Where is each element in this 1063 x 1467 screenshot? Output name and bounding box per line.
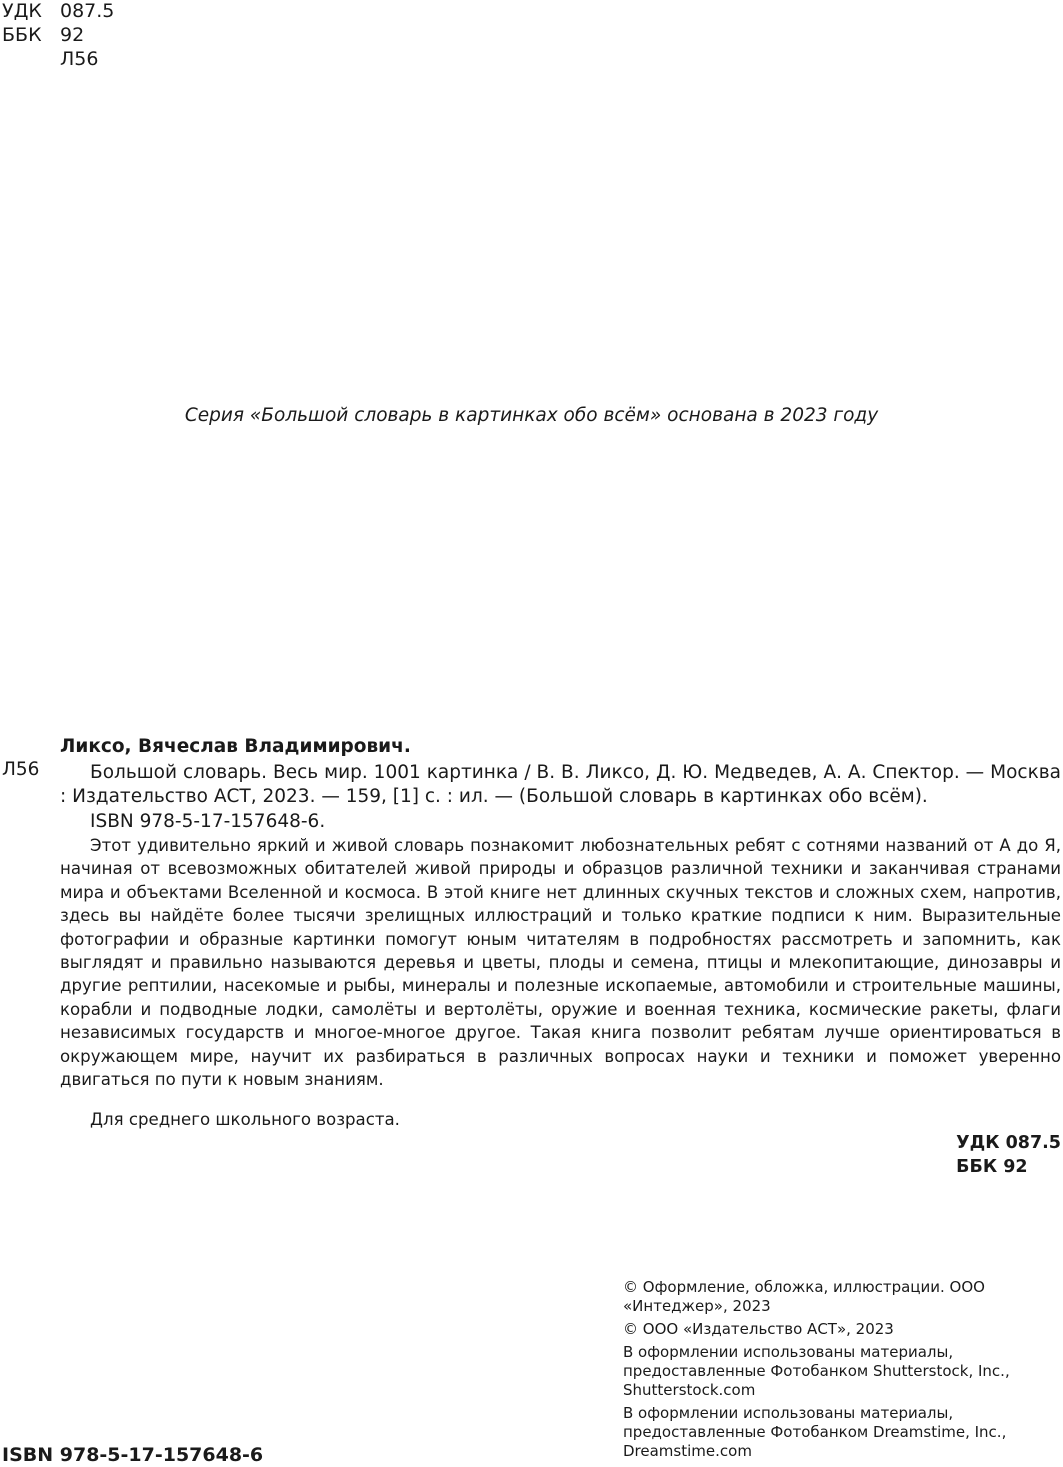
udk-value: 087.5 [60,0,115,22]
author-mark-row [2,48,98,70]
copyright-block [623,1278,1043,1465]
udk-row [2,0,114,22]
copyright-line: В оформлении использованы материалы, предоставленные Фотобанком Dreamstime, Inc., Dreamstime.com [623,1404,1007,1460]
bbk-value: 92 [60,24,85,46]
udk-label: УДК [2,0,42,22]
catalog-mark: Л56 [2,759,40,780]
bbk-label: ББК [2,24,42,46]
author-mark: Л56 [60,48,99,70]
bbk-code: ББК 92 [956,1157,1028,1177]
catalog-author: Ликсо, Вячеслав Владимирович. [60,736,411,757]
catalog-description: Большой словарь. Весь мир. 1001 картинка / В. В. Ликсо, Д. Ю. Медведев, А. А. Спектор. — Москва : Издательство АСТ, 2023. — 159, [1] с. : ил. — (Большой словарь в картинках обо всём). [60,762,1061,807]
catalog-annotation: Этот удивительно яркий и живой словарь познакомит любознательных ребят с сотнями названий от А до Я, начиная от всевозможных обитателей живой природы и образцов различной техники и заканчивая странами мира и объектами Вселенной и космоса. В этой книге нет длинных скучных текстов и сложных схем, напротив, здесь вы найдёте более тысячи зрелищных иллюстраций и только краткие подписи к ним. Выразительные фотографии и образные картинки помогут юным читателям в подробностях рассмотреть и запомнить, как выглядят и правильно называются деревья и цветы, плоды и семена, птицы и млекопитающие, динозавры и другие рептилии, насекомые и рыбы, минералы и полезные ископаемые, автомобили и строительные машины, корабли и подводные лодки, самолёты и вертолёты, оружие и военная техника, космические ракеты, флаги независимых государств и многое-многое другое. Такая книга позволит ребятам лучше ориентироваться в окружающем мире, научит их разбираться в различных вопросах науки и техники и поможет уверенно двигаться по пути к новым знаниям. [60,836,1061,1090]
copyright-line: © Оформление, обложка, иллюстрации. ООО «Интеджер», 2023 [623,1278,985,1315]
udk-code: УДК 087.5 [956,1133,1061,1153]
catalog-codes [956,1131,1061,1179]
catalog-isbn: ISBN 978-5-17-157648-6. [90,811,326,832]
copyright-line: В оформлении использованы материалы, предоставленные Фотобанком Shutterstock, Inc., Shutterstock.com [623,1343,1010,1399]
bbk-row [2,24,84,46]
isbn-bottom: ISBN 978-5-17-157648-6 [2,1444,264,1466]
catalog-description-block [60,761,1061,809]
series-note: Серия «Большой словарь в картинках обо всём» основана в 2023 году [184,405,879,426]
catalog-age: Для среднего школьного возраста. [90,1110,400,1129]
copyright-line: © ООО «Издательство АСТ», 2023 [623,1320,894,1338]
